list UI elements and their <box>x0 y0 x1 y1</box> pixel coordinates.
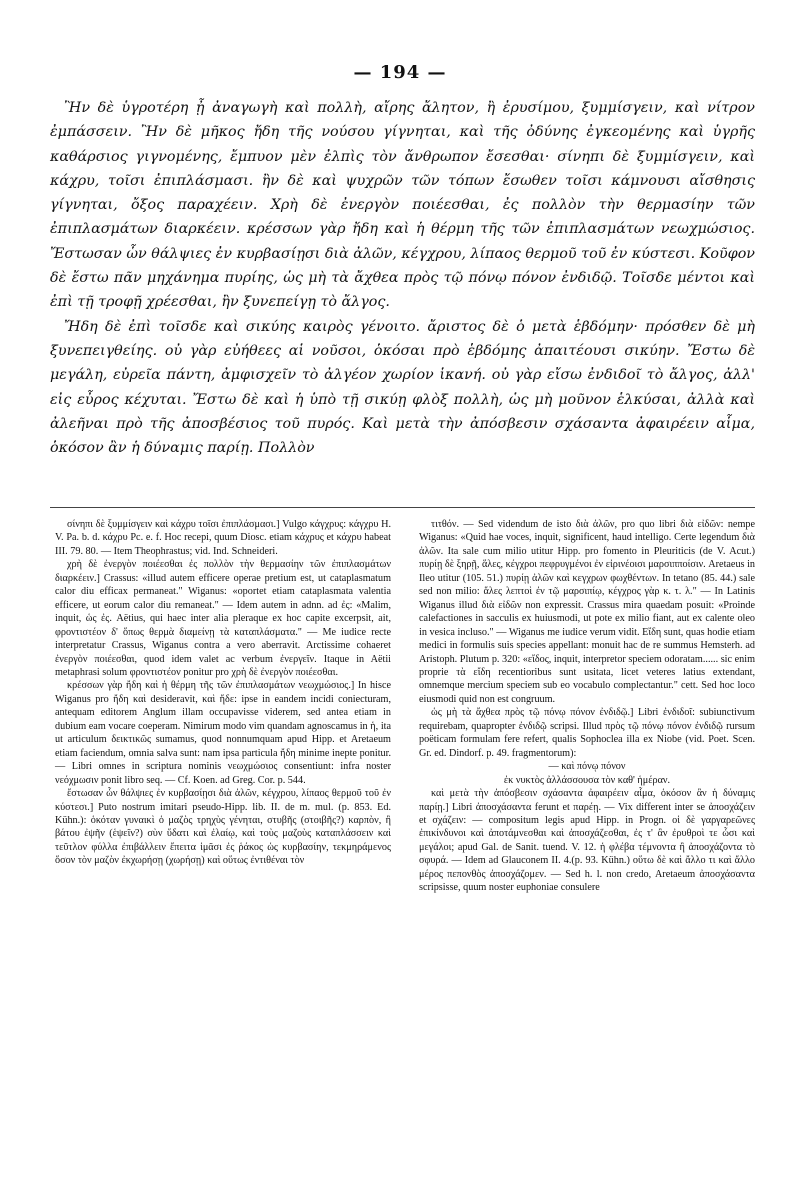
quote-line: ἐκ νυκτὸς ἀλλάσσουσα τὸν καθ' ἡμέραν. <box>503 774 671 786</box>
footnote: καὶ μετὰ τὴν ἀπόσβεσιν σχάσαντα ἀφαιρέειν αἷμα, ὁκόσον ἂν ἡ δύναμις παρίῃ.] Libri ἀποσχάσαντα ferunt et παρέῃ. — Vix different inter se ἀποσχάζειν et σχάζειν: — compositum legis apud Hipp. in Progn. οἱ δὲ γαργαρεῶνες ἐπικίνδυνοι καὶ ἀποτάμνεσθαι καὶ ἀποσχάζεσθαι, ἐς τ' ἂν ἐρυθροὶ τε ὦσι καὶ μεγάλοι; apud Gal. de Sanit. tuend. V. 12. ἡ φλέβα τέμνοντα ἢ ἀποσχάζοντα τὸ σφυρά. — Idem ad Glauconem II. 4.(p. 93. Kühn.) οὕτω δὲ καὶ ἄλλο τι καὶ ἄλλο μέρος πεπονθὸς ἀποσχάζομεν. — Sed h. l. non credo, Aretaeum ἀποσχάσαντα scripsisse, quum noster euphoniae consulere <box>419 788 755 894</box>
footnotes-right-column <box>419 518 755 895</box>
footnotes-left-column <box>55 518 391 895</box>
footnote-divider <box>50 507 755 508</box>
footnote: τιτθόν. — Sed videndum de isto διὰ ἀλῶν, pro quo libri διὰ εἰδῶν: nempe Wiganus: «Quid hae voces, inquit, significent, haud intelligo. Certe legendum διὰ ἀλῶν. Ita sale cum milio utitur Hipp. pro fomento in Pleuriticis (de V. Acut.) πυρίῃ δὲ ξηρῇ, ἅλες, κέγχροι πεφρυγμένοι ἐν εἰρινέοισι μαρσιπποίσιν. Aretaeus in Ileo utitur (105. 51.) πυρίῃ ἀλῶν καὶ κεγχρων φωχθέντων. In tetano (85. 44.) sale sed non milio: ἅλες λεπτοὶ ἐν τῷ μαρσιπίῳ, κέγχρος γὰρ κ. τ. λ." — In Latinis Wiganus illud διὰ εἰδῶν non expressit. Crassus mira quaedam posuit: «Proinde calefactiones in sacculis ex huiusmodi, ut pote ex milio fiant, aut ex calente oleo in vesica incluso." — Wiganus me iudice verum vidit. Εἴδη sunt, quas hodie etiam medici in formulis suis species appellant: monuit hac de re summus Hemsterh. ad Aristoph. Plutum p. 320: «εἴδος, inquit, interpretor speciem odoratam...... sic enim proprie τὰ εἴδη recentioribus sunt usitata, licet veteres latius extendant, omnemque mercium speciem sub eo vocabulo complectantur." cett. Sed hoc loco eiusmodi quid non est congruum. <box>419 519 755 705</box>
page-number: — 194 — <box>353 62 447 83</box>
footnotes <box>55 518 755 895</box>
main-greek-text <box>50 96 755 460</box>
footnote: κρέσσων γὰρ ἤδη καὶ ἡ θέρμη τῆς τῶν ἐπιπλασμάτων νεωχμώσιος.] In hisce Wiganus pro ἤδη καὶ desideravit, καὶ ἤδε: ipse in eandem incidi coniecturam, antequam editorem Anglum illam occupavisse viderem, sed antea etiam in dubium eam vocare coeperam. Nimirum modo vim quandam agnoscamus in ἡ, ita ut articulum δεικτικῶς sumamus, quod nonnumquam apud Hipp. et Aretaeum etiam faciendum, omnia salva sunt: nam ipsa particula ἤδη minime inepte ponitur. — Libri omnes in scriptura nominis νεωχμώσιος consentiunt: infra noster νεόχμωσιν ponit libro seq. — Cf. Koen. ad Greg. Cor. p. 544. <box>55 680 391 786</box>
footnote: ἔστωσαν ὧν θάλψιες ἐν κυρβασίῃσι διὰ ἀλῶν, κέγχρου, λίπαος θερμοῦ τοῦ ἐν κύστεσι.] Puto nostrum imitari pseudo-Hipp. lib. II. de m. mul. (p. 853. Ed. Kühn.): ὁκόταν γυναικὶ ὁ μαζὸς τρηχὺς γένηται, στυβῆς (στοιβῆς?) καρπὸν, ἢ βάτου ἐψῆν (ἑψεῖν?) σὺν ὕδατι καὶ ἐλαίῳ, καὶ τοὺς μαζοὺς καταπλάσσειν καὶ τεῦτλον φύλλα ἐπιβάλλειν ἔπειτα ἱμᾶσι ἐς ῥάκος ὡς κυρβασίην, τεκμηράμενος ὅσον τὸν μαζὸν ἐκχωρήσῃ (χωρήσῃ) καὶ οὕτως ἐντιθέναι τὸν <box>55 788 391 867</box>
main-paragraph: Ἢν δὲ ὑγροτέρη ᾖ ἀναγωγὴ καὶ πολλὴ, αἴρης ἄλητον, ἢ ἐρυσίμου, ξυμμίσγειν, καὶ νίτρον ἐμπάσσειν. Ἢν δὲ μῆκος ἤδη τῆς νούσου γίγνηται, καὶ τῆς ὀδύνης ἐγκεομένης καὶ ὑγρῆς καθάρσιος γιγνομένης, ἔμπυον μὲν ἐλπὶς τὸν ἄνθρωπον ἔσεσθαι· σίνηπι δὲ ξυμμίσγειν, καὶ κάχρυ, τοῖσι ἐπιπλάσμασι. ἢν δὲ καὶ ψυχρῶν τῶν τόπων ἔσωθεν τοῖσι κάμνουσι αἴσθησις γίγνηται, ὄξος παραχέειν. Χρὴ δὲ ἐνεργὸν ποιέεσθαι, ἐς πολλὸν τὴν θερμασίην τῶν ἐπιπλασμάτων διαρκέειν. κρέσσων γὰρ ἤδη καὶ ἡ θέρμη τῆς τῶν ἐπιπλασμάτων νεωχμώσιος. Ἔστωσαν ὧν θάλψιες ἐν κυρβασίῃσι διὰ ἀλῶν, κέγχρου, λίπαος θερμοῦ τοῦ ἐν κύστεσι. Κοῦφον δὲ ἔστω πᾶν μηχάνημα πυρίης, ὡς μὴ τὰ ἄχθεα πρὸς τῷ πόνῳ πόνον ἐνδιδῷ. Τοῖσδε μέντοι καὶ ἐπὶ τῇ τροφῇ χρέεσθαι, ἢν ξυνεπείγῃ τὸ ἄλγος. <box>50 100 755 311</box>
footnote: χρὴ δὲ ἐνεργὸν ποιέεσθαι ἐς πολλὸν τὴν θερμασίην τῶν ἐπιπλασμάτων διαρκέειν.] Crassus: «illud autem efficere operae pretium est, ut cataplasmatum calor diu efficax permaneat." Wiganus: «oportet etiam cataplasmata valentia efficere, ut eorum calor diu remaneat." — Idem autem in adnn. ad ἐς: «Malim, inquit, ὡς ἐς. Aëtius, qui haec inter alia pleraque ex hoc capite excerpsit, ait, φροντιστέον δ' ὅπως θερμὰ διαμείνῃ τὰ καταπλάσματα." — Me iudice recte interpretatur Crassus, Wiganus contra a vero aberravit. Arctissime cohaeret ἐνεργὸν ποιέεσθαι, quod idem valet ac verbum ἐνεργεῖν. Itaque in Aëtii metaphrasi solum φροντιστέον ponitur pro χρὴ δὲ ἐνεργὸν ποιέεσθαι. <box>55 559 391 678</box>
footnote: σίνηπι δὲ ξυμμίσγειν καὶ κάχρυ τοῖσι ἐπιπλάσμασι.] Vulgo κάγχρυς: κάγχρυ H. V. Pa. b. d. κάχρυ Pc. e. f. Hoc recepi, quum Diosc. etiam κάχρυς et κάχρυ habeat III. 79. 80. — Item Theophrastus; vid. Ind. Schneideri. <box>55 519 391 557</box>
main-paragraph: Ἤδη δὲ ἐπὶ τοῖσδε καὶ σικύης καιρὸς γένοιτο. ἄριστος δὲ ὁ μετὰ ἑβδόμην· πρόσθεν δὲ μὴ ξυνεπειγθείης. οὐ γὰρ εὐήθεες αἱ νοῦσοι, ὁκόσαι πρὸ ἑβδόμης ἀπαιτέουσι σικύην. Ἔστω δὲ μεγάλη, εὐρεῖα πάντη, ἀμφισχεῖν τὸ ἀλγέον χωρίον ἱκανή. οὐ γὰρ εἴσω ἐνδιδοῖ τὸ ἄλγος, ἀλλ' εἰς εὖρος κέχυται. Ἔστω δὲ καὶ ἡ ὑπὸ τῇ σικύῃ φλὸξ πολλὴ, ὡς μὴ μοῦνον ἑλκύσαι, ἀλλὰ καὶ ἀλεῆναι πρὸ τῆς ἀποσβέσιος τοῦ πυρός. Καὶ μετὰ τὴν ἀπόσβεσιν σχάσαντα ἀφαιρέειν αἷμα, ὁκόσον ἂν ἡ δύναμις παρίῃ. Πολλὸν <box>50 318 755 457</box>
quote-line: — καὶ πόνῳ πόνον <box>548 761 626 773</box>
footnote: ὡς μὴ τὰ ἄχθεα πρὸς τῷ πόνῳ πόνον ἐνδιδῷ.] Libri ἐνδιδοῖ: subiunctivum requirebam, quapropter ἐνδιδῷ scripsi. Illud πρὸς τῷ πόνῳ πόνον ἐνδιδῷ rursum poëticam formulam fere refert, qualis Sophoclea illa ex Niobe (vid. Poet. Scen. Gr. ed. Dindorf. p. 49. fragmentorum): <box>419 707 755 759</box>
